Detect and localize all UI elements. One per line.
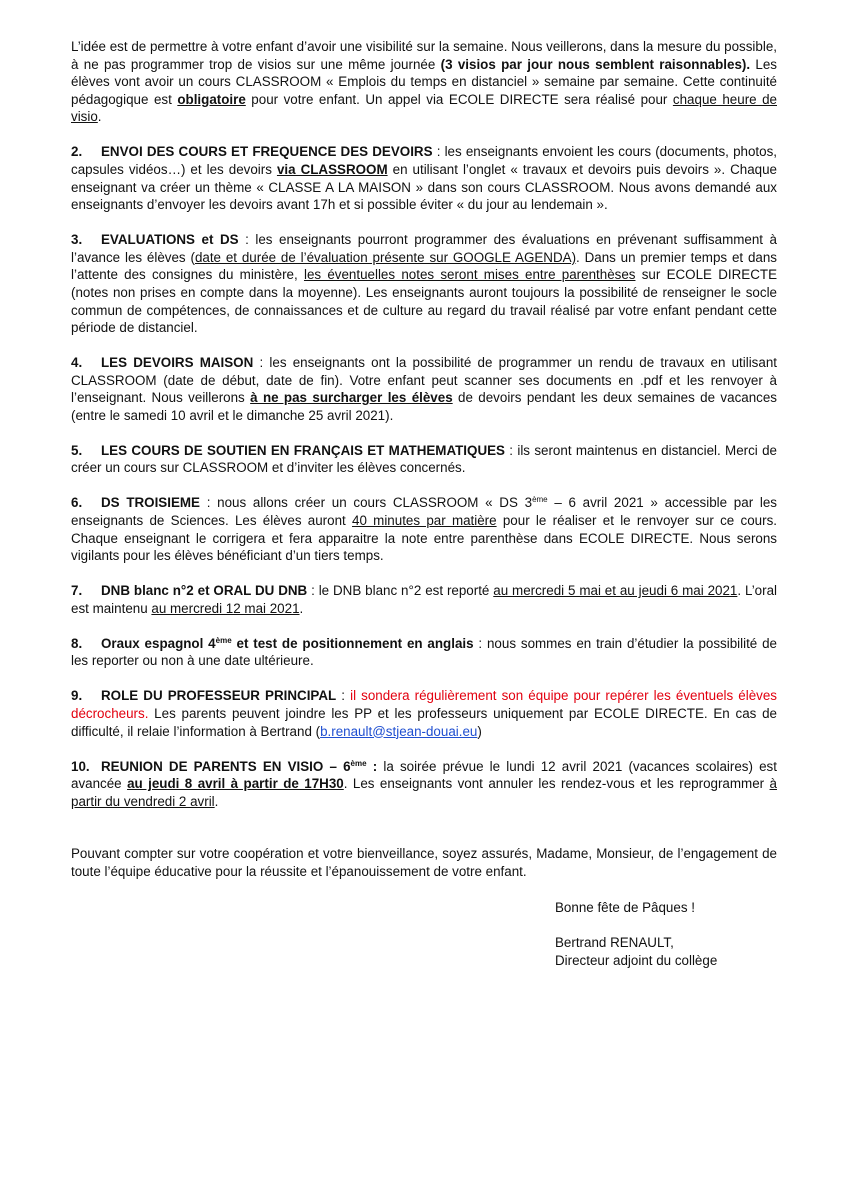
signature-block [555,899,777,969]
item-9: 9. ROLE DU PROFESSEUR PRINCIPAL : il sondera régulièrement son équipe pour repérer les éventuels élèves décrocheurs. Les parents peuvent joindre les PP et les professeurs uniquement par ECOLE DIRECTE. En cas de difficulté, il relaie l’information à Bertrand (b.renault@stjean-douai.eu) [71,688,777,739]
intro-text: L’idée est de permettre à votre enfant d’avoir une visibilité sur la semaine. Nous veillerons, dans la mesure du possible, à ne pas programmer trop de visios sur une même journée [71,39,777,72]
item-title: Oraux espagnol 4 [101,635,216,651]
item-title: DS TROISIEME [101,495,200,511]
item-number: 5. [71,442,83,458]
intro-text: pour votre enfant. Un appel via ECOLE DIRECTE sera réalisé pour [245,91,673,107]
reschedule-date: à partir du vendredi 2 avril [71,776,777,809]
no-overload: à ne pas surcharger les élèves [250,390,453,406]
minutes-per-subject: 40 minutes par matière [352,513,497,529]
intro-paragraph: L’idée est de permettre à votre enfant d’avoir une visibilité sur la semaine. Nous veillerons, dans la mesure du possible, à ne pas programmer trop de visios sur une même journée (3 visios par jour nous semblent raisonnables). Les élèves vont avoir un cours CLASSROOM « Emplois du temps en distanciel » semaine par semaine. Cette continuité pédagogique est obligatoire pour votre enfant. Un appel via ECOLE DIRECTE sera réalisé pour chaque heure de visio. [71,39,777,125]
intro-bold-visios: (3 visios par jour nous semblent raisonnables). [440,56,751,72]
item-title: et test de positionnement en anglais [231,635,474,651]
item-number: 10. [71,758,90,774]
item-title: DNB blanc n°2 et ORAL DU DNB [101,583,308,599]
item-4: 4. LES DEVOIRS MAISON : les enseignants ont la possibilité de programmer un rendu de travaux en utilisant CLASSROOM (date de début, date de fin). Votre enfant peut scanner ses documents en .pdf et les renvoyer à l’enseignant. Nous veillerons à ne pas surcharger les élèves de devoirs pendant les deux semaines de vacances (entre le samedi 10 avril et le dimanche 25 avril 2021). [71,355,777,423]
item-8: 8. Oraux espagnol 4ème et test de positionnement en anglais : nous sommes en train d’étudier la possibilité de les reporter ou non à une date ultérieure. [71,635,777,669]
notes-parentheses: les éventuelles notes seront mises entre parenthèses [303,267,636,283]
item-title: ROLE DU PROFESSEUR PRINCIPAL [101,688,337,704]
item-title: LES COURS DE SOUTIEN EN FRANÇAIS ET MATHEMATIQUES [101,442,505,458]
via-classroom: via CLASSROOM [276,161,388,177]
intro-obligatoire: obligatoire [177,91,246,107]
item-title: LES DEVOIRS MAISON [101,355,254,371]
item-number: 7. [71,583,83,599]
email-link[interactable]: b.renault@stjean-douai.eu [320,723,478,739]
item-number: 6. [71,495,83,511]
item-7: 7. DNB blanc n°2 et ORAL DU DNB : le DNB blanc n°2 est reporté au mercredi 5 mai et au jeudi 6 mai 2021. L’oral est maintenu au mercredi 12 mai 2021. [71,583,778,616]
oral-date: au mercredi 12 mai 2021 [151,600,300,616]
meeting-date: au jeudi 8 avril à partir de 17H30 [127,776,344,792]
item-title: ENVOI DES COURS ET FREQUENCE DES DEVOIRS [101,144,433,160]
superscript: ème [350,758,367,768]
closing-paragraph: Pouvant compter sur votre coopération et votre bienveillance, soyez assurés, Madame, Monsieur, de l’engagement de toute l’équipe éducative pour la réussite et l’épanouissement de votre enfant. [71,846,777,879]
intro-text: Les élèves vont avoir un cours CLASSROOM « Emplois du temps en distanciel » semaine par semaine. Cette continuité pédagogique est [71,56,777,107]
item-10: 10. REUNION DE PARENTS EN VISIO – 6ème : la soirée prévue le lundi 12 avril 2021 (vacances scolaires) est avancée au jeudi 8 avril à partir de 17H30. Les enseignants vont annuler les rendez-vous et les reprogrammer à partir du vendredi 2 avril. [71,758,777,809]
greeting: Bonne fête de Pâques ! [555,900,695,916]
signer-role: Directeur adjoint du collège [555,953,718,969]
letter-page [71,38,777,970]
superscript: ème [532,495,548,505]
item-number: 4. [71,355,83,371]
red-warning-text: il sondera régulièrement son équipe pour repérer les éventuels élèves décrocheurs. [71,688,777,721]
superscript: ème [215,635,232,645]
item-2: 2. ENVOI DES COURS ET FREQUENCE DES DEVOIRS : les enseignants envoient les cours (documents, photos, capsules vidéos…) et les devoirs via CLASSROOM en utilisant l’onglet « travaux et devoirs puis devoirs ». Chaque enseignant va créer un thème « CLASSE A LA MAISON » dans son cours CLASSROOM. Nous avons demandé aux enseignants d’envoyer les devoirs avant 17h et si possible éviter « du jour au lendemain ». [71,144,777,213]
agenda-note: date et durée de l’évaluation présente sur GOOGLE AGENDA) [194,249,577,265]
item-3: 3. EVALUATIONS et DS : les enseignants pourront programmer des évaluations en prévenant suffisamment à l’avance les élèves (date et durée de l’évaluation présente sur GOOGLE AGENDA). Dans un premier temps et dans l’attente des consignes du ministère, les éventuelles notes seront mises entre parenthèses sur ECOLE DIRECTE (notes non prises en compte dans la moyenne). Les enseignants auront toujours la possibilité de renseigner le socle commun de compétences, de connaissances et de culture au regard du travail réalisé par votre enfant pendant cette période de distanciel. [71,232,777,336]
item-number: 8. [71,635,83,651]
intro-visio-hour: chaque heure de visio [71,91,777,125]
item-title: EVALUATIONS et DS [101,232,239,248]
item-6: 6. DS TROISIEME : nous allons créer un cours CLASSROOM « DS 3ème – 6 avril 2021 » accessible par les enseignants de Sciences. Les élèves auront 40 minutes par matière pour le réaliser et le renvoyer sur ce cours. Chaque enseignant le corrigera et fera apparaitre la note entre parenthèse dans ECOLE DIRECTE. Nous serons vigilants pour les élèves bénéficiant d’un tiers temps. [71,495,777,564]
dnb-dates: au mercredi 5 mai et au jeudi 6 mai 2021 [493,583,738,599]
item-number: 3. [71,232,83,248]
item-title: REUNION DE PARENTS EN VISIO – 6 [101,758,351,774]
item-number: 9. [71,688,83,704]
signer-name: Bertrand RENAULT, [555,935,674,951]
item-number: 2. [71,144,83,160]
item-5: 5. LES COURS DE SOUTIEN EN FRANÇAIS ET MATHEMATIQUES : ils seront maintenus en distanciel. Merci de créer un cours sur CLASSROOM et d’inviter les élèves concernés. [71,442,778,476]
item-title: : [366,758,378,774]
